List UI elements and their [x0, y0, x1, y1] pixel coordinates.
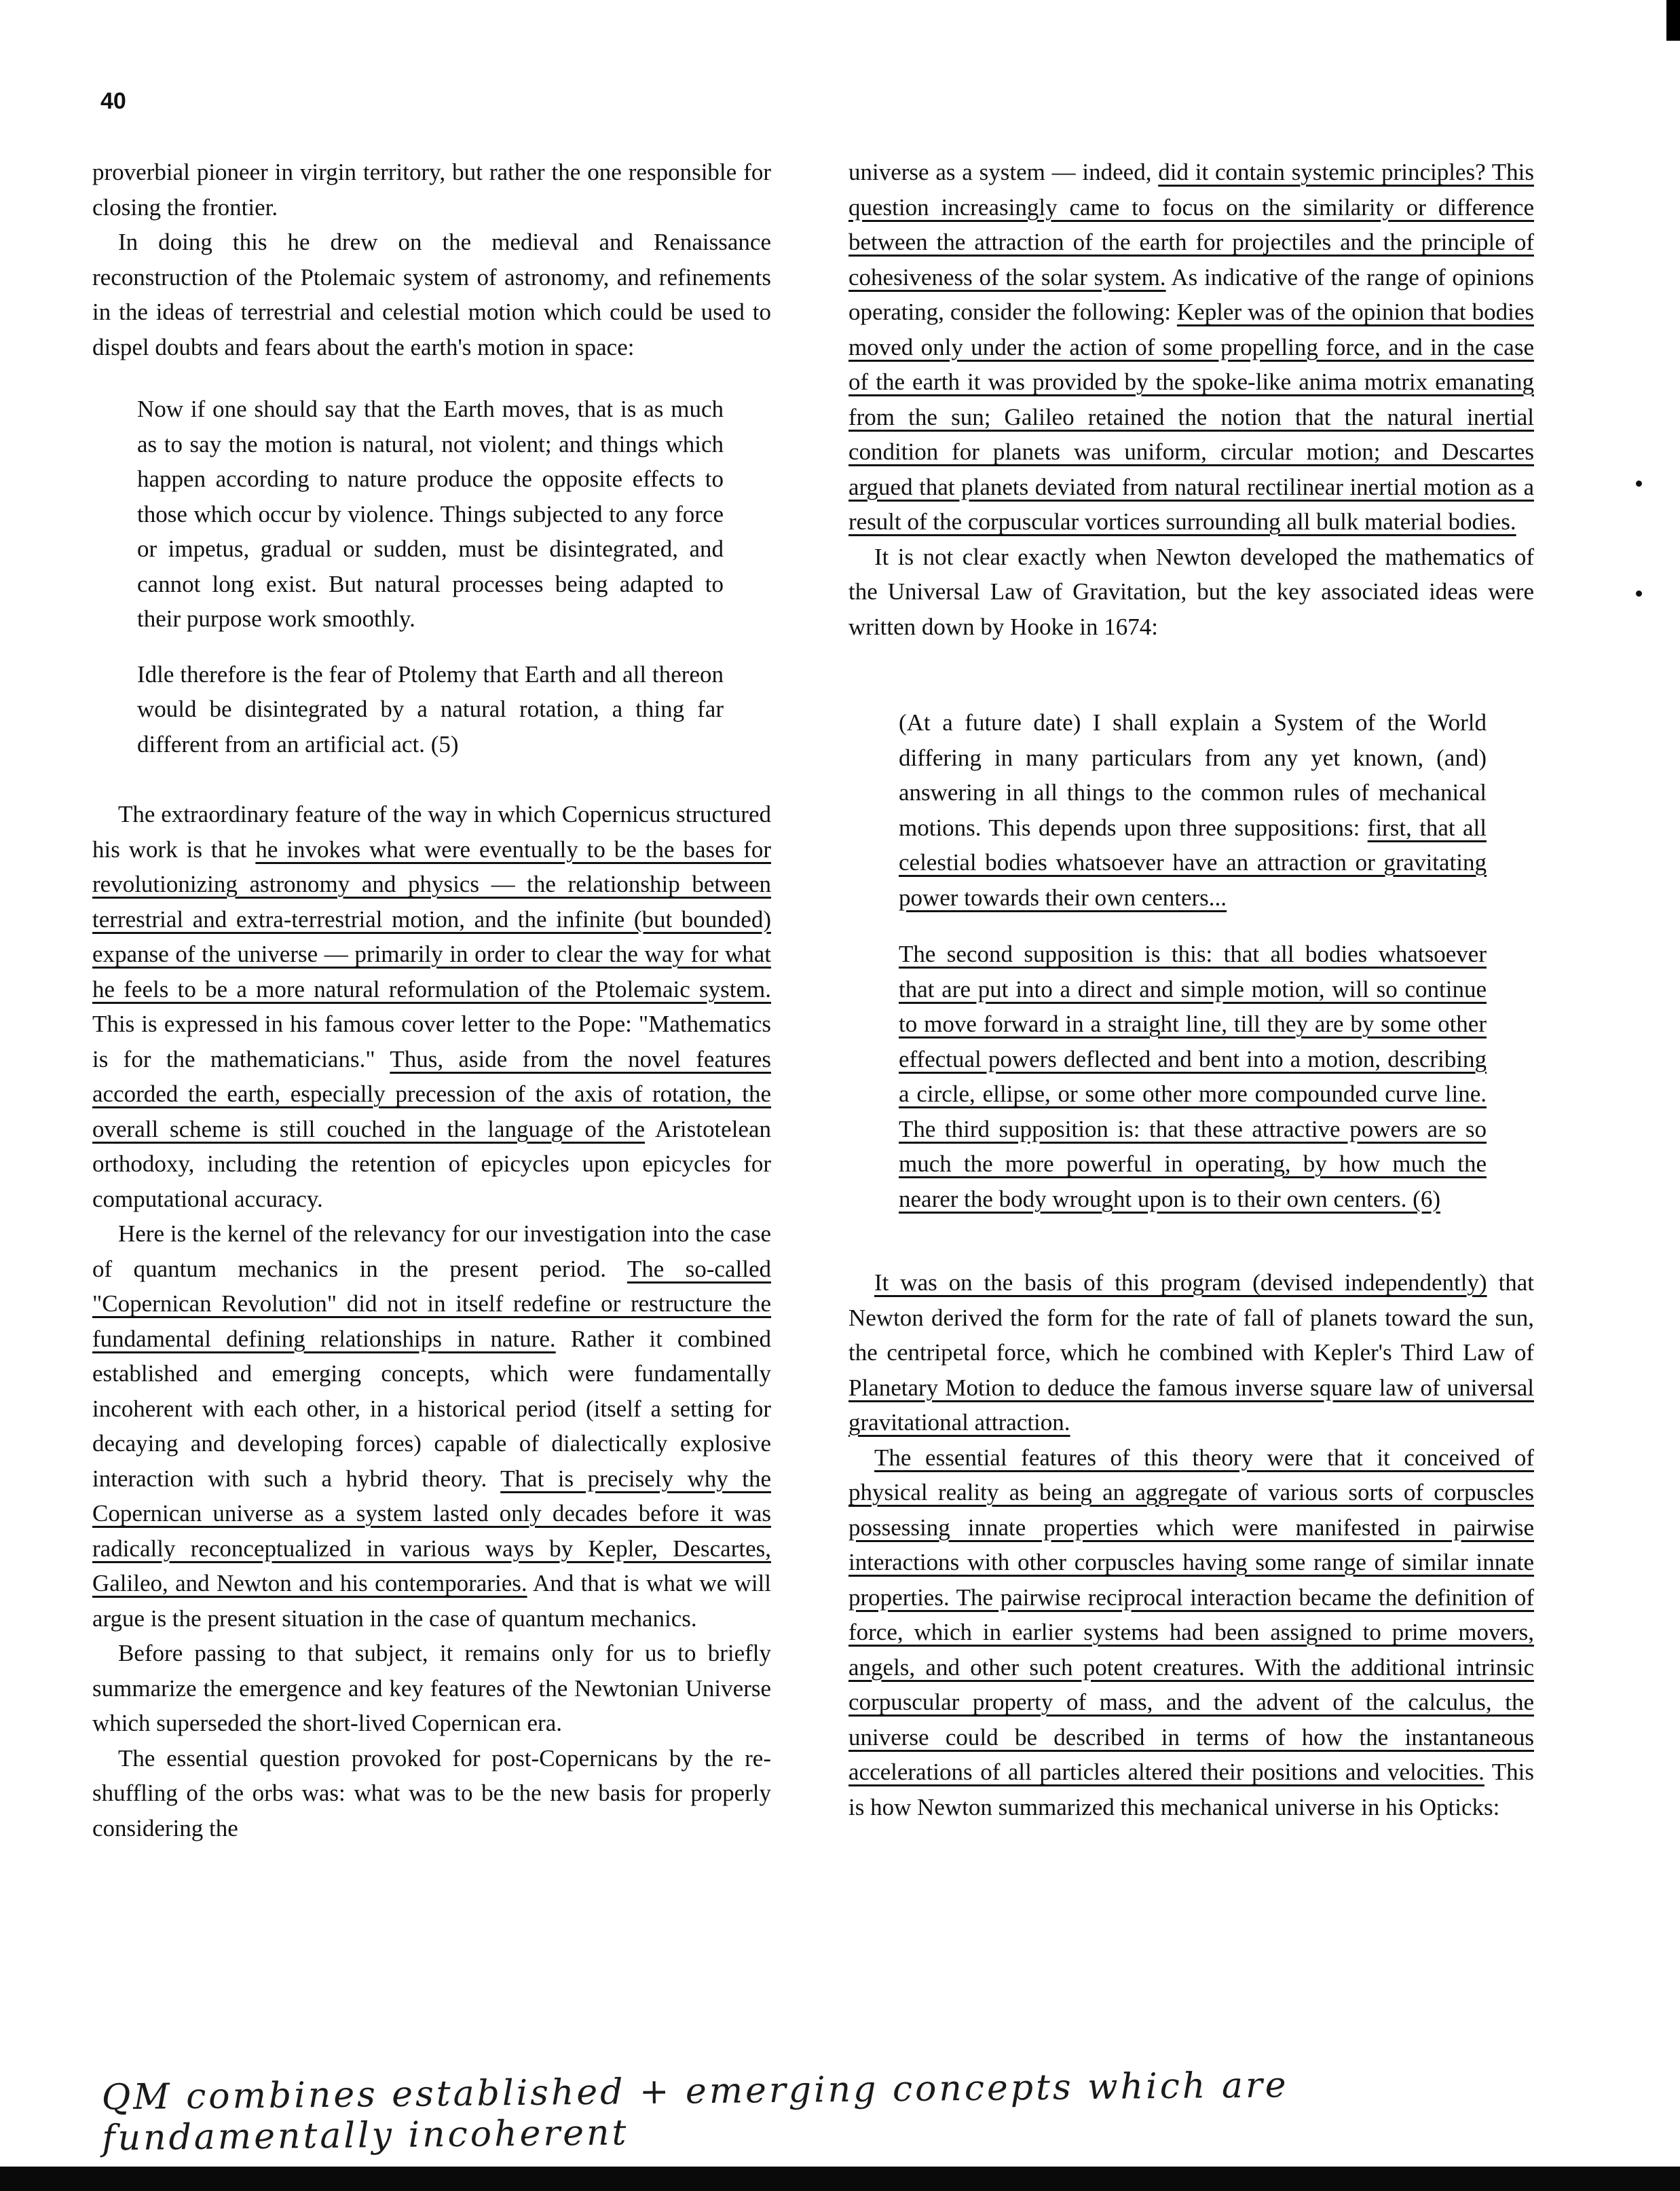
text-span: Here is the kernel of the relevancy for our investigation into the case of quantum mechanics in the present period. — [92, 1220, 771, 1282]
underlined-passage: he invokes what were eventually to be the bases for revolutionizing astronomy and physics — the relationship between terrestrial and extra-terrestrial motion, and the infinite (but bounded) expanse of the universe — primarily in order to clear the way for what he feels to be a more natural reformulation of the Ptolemaic system. — [92, 836, 771, 1003]
paragraph — [848, 1265, 1534, 1440]
underlined-passage: first, that all celestial bodies whatsoever have an attraction or gravitating power towards their own centers... — [899, 814, 1487, 911]
page-number: 40 — [100, 88, 126, 114]
paragraph: proverbial pioneer in virgin territory, but rather the one responsible for closing the frontier. — [92, 159, 771, 221]
margin-mark — [1636, 591, 1642, 597]
block-quote — [137, 392, 724, 762]
paragraph — [848, 1440, 1534, 1825]
paragraph: The essential question provoked for post-Copernicans by the re-shuffling of the orbs was: what was to be the new basis for properly considering the — [92, 1744, 771, 1841]
underlined-passage: The so-called "Copernican Revolution" did not in itself redefine or restructure the fundamental defining relationships in nature. — [92, 1255, 771, 1352]
underlined-passage: It was on the basis of this program (devised independently) — [874, 1269, 1487, 1296]
quote-paragraph: Idle therefore is the fear of Ptolemy that Earth and all thereon would be disintegrated by a natural rotation, a thing far different from an artificial act. (5) — [137, 660, 724, 757]
scan-bottom-bar — [0, 2167, 1680, 2191]
text-span: This is expressed in his famous cover letter to the Pope: "Mathematics is for the mathematicians." — [92, 1011, 771, 1072]
text-span: Aristotelean orthodoxy, including the retention of epicycles upon epicycles for computational accuracy. — [92, 1115, 772, 1212]
paragraph: It is not clear exactly when Newton developed the mathematics of the Universal Law of Gravitation, but the key associated ideas were written down by Hooke in 1674: — [848, 543, 1534, 640]
underlined-passage: Kepler was of the opinion that bodies moved only under the action of some propelling force, and in the case of the earth it was provided by the spoke-like anima motrix emanating from the sun; Galileo retained the notion that the natural inertial condition for planets was uniform, circular motion; and Descartes argued that planets deviated from natural rectilinear inertial motion as a result of the corpuscular vortices surrounding all bulk material bodies. — [848, 299, 1534, 535]
underlined-passage: Thus, aside from the novel features accorded the earth, especially precession of the axis of rotation, the overall scheme is still couched in the language of the — [92, 1045, 771, 1142]
paragraph — [848, 155, 1534, 540]
text-span: And that is what we will argue is the present situation in the case of quantum mechanics. — [92, 1570, 772, 1632]
text-span: Rather it combined established and emerging concepts, which were fundamentally incoherent with each other, in a historical period (itself a setting for decaying and developing forces) capable of dialectically explosive interaction with such a hybrid theory. — [92, 1325, 772, 1492]
quote-paragraph: Now if one should say that the Earth moves, that is as much as to say the motion is natural, not violent; and things which happen according to nature produce the opposite effects to those which occur by violence. Things subjected to any force or impetus, gradual or sudden, must be disintegrated, and cannot long exist. But natural processes being adapted to their purpose work smoothly. — [137, 396, 724, 632]
text-span: universe as a system — indeed, — [848, 159, 1159, 185]
text-span: (At a future date) I shall explain a System of the World differing in many particulars from any yet known, (and) answering in all things to the common rules of mechanical motions. This depends upon three suppositions: — [899, 709, 1487, 841]
text-span: As indicative of the range of opinions operating, consider the following: — [848, 263, 1534, 325]
underlined-passage: That is precisely why the Copernican universe as a system lasted only decades before it was radically reconceptualized in various ways by Kepler, Descartes, Galileo, and Newton and his contemporaries. — [92, 1465, 771, 1596]
paragraph: In doing this he drew on the medieval and Renaissance reconstruction of the Ptolemaic system of astronomy, and refinements in the ideas of terrestrial and celestial motion which could be used to dispel doubts and fears about the earth's motion in space: — [92, 229, 771, 360]
paragraph — [92, 797, 771, 1216]
margin-mark — [1636, 481, 1642, 487]
quote-paragraph: The second supposition is this: that all bodies whatsoever that are put into a direct and simple motion, will so continue to move forward in a straight line, till they are by some other effectual powers deflected and bent into a motion, describing a circle, ellipse, or some other more compounded curve line. The third supposition is: that these attractive powers are so much the more powerful in operating, by how much the nearer the body wrought upon is to their own centers. (6) — [899, 941, 1487, 1212]
block-quote — [899, 705, 1487, 1216]
text-span: This is how Newton summarized this mechanical universe in his Opticks: — [848, 1759, 1534, 1820]
underlined-passage: did it contain systemic principles? This question increasingly came to focus on the similarity or difference between the attraction of the earth for projectiles and the principle of cohesiveness of the solar system. — [848, 159, 1534, 291]
text-span: The extraordinary feature of the way in which Copernicus structured his work is that — [92, 801, 771, 863]
scan-edge-mark — [1666, 0, 1680, 41]
underlined-passage: Planetary Motion to deduce the famous inverse square law of universal gravitational attraction. — [848, 1374, 1534, 1436]
quote-paragraph — [899, 705, 1487, 915]
paragraph — [92, 1216, 771, 1636]
left-column — [92, 155, 771, 1846]
underlined-passage: The essential features of this theory were that it conceived of physical reality as being an aggregate of various sorts of corpuscles possessing innate properties which were manifested in pairwise interactions with other corpuscles having some range of similar innate properties. The pairwise reciprocal interaction became the definition of force, which in earlier systems had been assigned to prime movers, angels, and other such potent creatures. With the additional intrinsic corpuscular property of mass, and the advent of the calculus, the universe could be described in terms of how the instantaneous accelerations of all particles altered their positions and velocities. — [848, 1444, 1534, 1785]
handwritten-note: QM combines established + emerging concepts which are fundamentally incoherent — [101, 2065, 1289, 2159]
text-span: that Newton derived the form for the rate of fall of planets toward the sun, the centripetal force, which he combined with Kepler's Third Law of — [848, 1269, 1534, 1366]
paragraph: Before passing to that subject, it remains only for us to briefly summarize the emergence and key features of the Newtonian Universe which superseded the short-lived Copernican era. — [92, 1640, 771, 1736]
right-column — [848, 155, 1534, 1824]
